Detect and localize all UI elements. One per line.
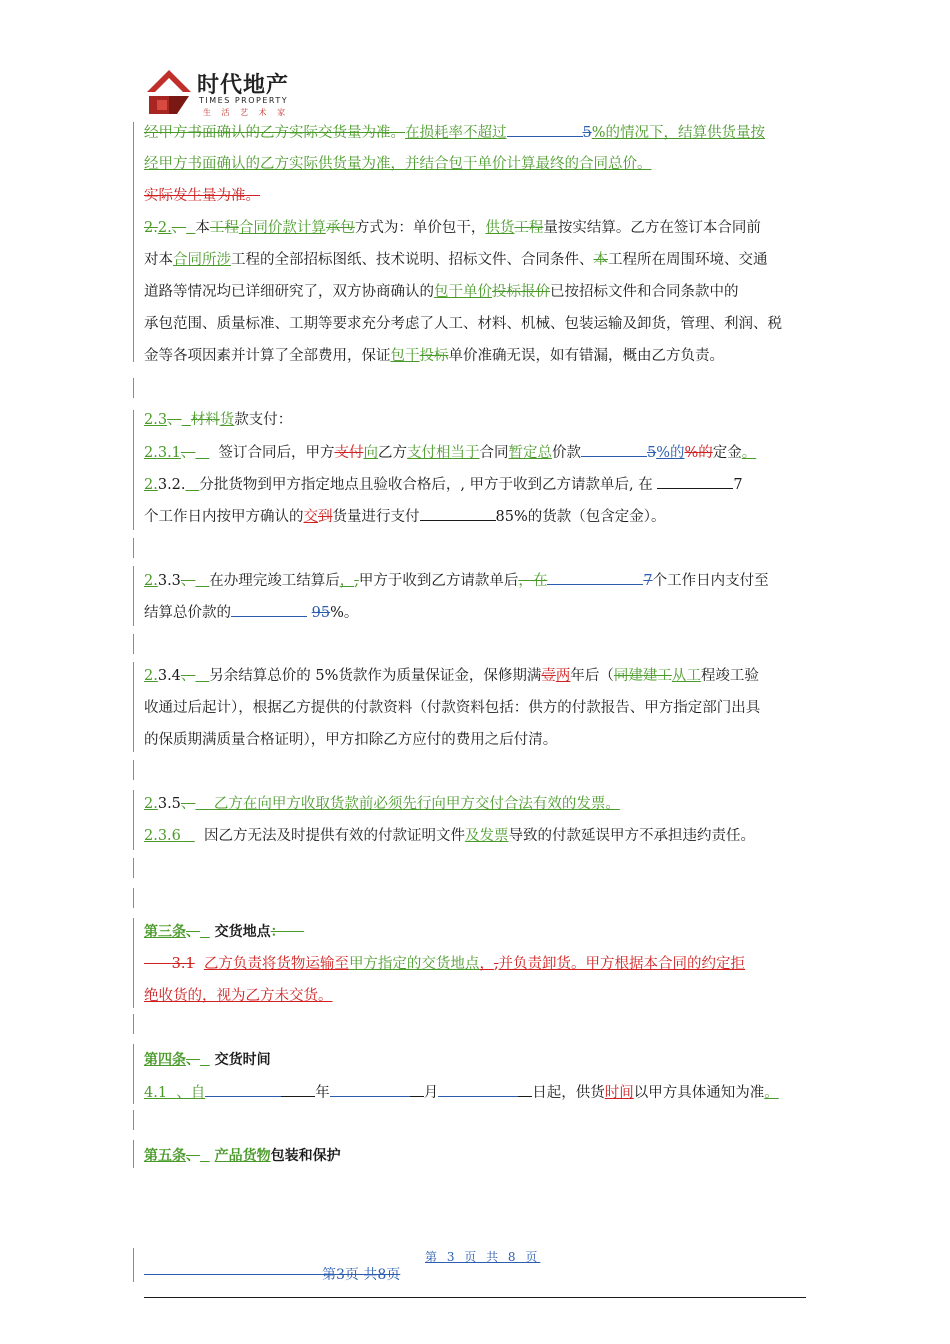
inserted-text: 在损耗率不超过 (405, 125, 507, 141)
deleted-text (144, 1267, 322, 1283)
blank-field (420, 506, 496, 521)
clause-number: 2.3.6 (144, 828, 181, 844)
change-bar (133, 662, 134, 752)
text: 已按招标文件和合同条款中的 (550, 284, 739, 300)
clause-3-1-line (144, 986, 808, 1006)
deleted-text: 、 (186, 1148, 200, 1164)
deleted-text: , (354, 573, 359, 589)
inserted-text: 时间 (604, 1085, 634, 1101)
text: 量按实结算。乙方在签订本合同前 (543, 220, 761, 236)
clause-2-3-line (144, 410, 808, 430)
deleted-text: ： (270, 924, 285, 940)
change-bar (133, 538, 134, 558)
text: 结算总价款的 (144, 605, 231, 621)
change-bar (133, 1014, 134, 1034)
deleted-text: 、 (180, 445, 196, 461)
inserted-text: ， (479, 956, 494, 972)
inserted-text (195, 573, 209, 589)
clause-2-3-4-line (144, 666, 808, 686)
clause-number: 3.2. (157, 477, 186, 493)
text: 款支付： (234, 412, 293, 428)
inserted-text: 包干单价 (434, 284, 492, 300)
clause-number: 3 (157, 412, 168, 428)
deleted-text: 的 (698, 445, 713, 461)
inserted-text (195, 796, 213, 812)
inserted-text: 合同所涉 (173, 252, 231, 268)
clause-2-3-2-line (144, 474, 808, 495)
deleted-text: 、 (186, 924, 200, 940)
text: 定金 (712, 445, 742, 461)
clause-number: 2. (144, 477, 158, 493)
clause-2-3-6-line (144, 826, 808, 846)
heading-text: 交货时间 (214, 1052, 271, 1068)
text: 因乙方无法及时提供有效的付款证明文件 (203, 828, 465, 844)
clause-3-1-line (144, 954, 808, 974)
deleted-text: 投标 (419, 348, 449, 364)
clause-number: 2. (144, 445, 158, 461)
inserted-text (181, 828, 195, 844)
text: 7 (733, 477, 743, 493)
deleted-text: 第3页 共8页 (322, 1267, 401, 1283)
inserted-text (200, 1148, 210, 1164)
text: 工程所在周围环境、交通 (608, 252, 768, 268)
text: 工程的全部招标图纸、技术说明、招标文件、合同条件、 (231, 252, 594, 268)
deleted-text: 材料 (190, 412, 220, 428)
page-number-deleted (144, 1264, 400, 1284)
inserted-text: 、自 (176, 1085, 206, 1101)
deleted-text: , (493, 956, 499, 972)
deleted-text: 、 (167, 412, 182, 428)
blank-field (410, 1082, 424, 1097)
text: 年后（ (570, 668, 614, 684)
blank-field (205, 1082, 281, 1097)
paragraph-line (144, 122, 808, 143)
blank-field (330, 1082, 410, 1097)
deleted-text: 承包 (325, 220, 355, 236)
deleted-text (285, 924, 305, 940)
deleted-text: 壹 (541, 668, 556, 684)
deleted-text: 同建建工 (613, 668, 672, 684)
text: 签订合同后，甲方 (218, 445, 335, 461)
inserted-text: ， (339, 573, 355, 589)
blank-field (657, 474, 733, 489)
text: 年 (315, 1085, 330, 1101)
text: 分批货物到甲方指定地点且验收合格后，, 甲方于收到乙方请款单后, 在 (199, 477, 653, 493)
text: 导致的付款延误甲方不承担违约责任。 (508, 828, 755, 844)
clause-4-1-line (144, 1082, 808, 1103)
deleted-text: 、 (180, 796, 196, 812)
change-bar (133, 1248, 134, 1282)
deleted-text (144, 956, 172, 972)
text: 程竣工验 (700, 668, 759, 684)
deleted-text: 5 (646, 445, 657, 461)
inserted-text (182, 412, 191, 428)
text: 的保质期满质量合格证明），甲方扣除乙方应付的费用之后付清。 (144, 732, 558, 748)
blank-field (507, 122, 583, 137)
deleted-text: ，在 (518, 573, 548, 589)
heading-text: 交货地点 (214, 924, 271, 940)
inserted-text (195, 445, 209, 461)
text: 乙方 (377, 445, 407, 461)
text: 85%的货款（包含定金）。 (495, 509, 666, 525)
inserted-text: 第三条 (144, 924, 186, 940)
inserted-text: 支付相当于 (406, 445, 480, 461)
clause-number: 3.3 (157, 573, 181, 589)
clause-2-3-2-line (144, 506, 808, 527)
inserted-text (186, 477, 200, 493)
text: 个工作日内支付至 (652, 573, 769, 589)
clause-number: 3.1 (157, 445, 181, 461)
deleted-text: 支付 (334, 445, 364, 461)
deleted-text: 工程 (209, 220, 239, 236)
clause-2-3-3-line (144, 602, 808, 623)
text: 月 (423, 1085, 439, 1101)
blank-field (231, 602, 307, 617)
deleted-text: 、 (180, 668, 196, 684)
change-bar (133, 790, 134, 850)
text: 收通过后起计），根据乙方提供的付款资料（付款资料包括：供方的付款报告、甲方指定部门出具 (144, 700, 761, 716)
text: 承包范围、质量标准、工期等要求充分考虑了人工、材料、机械、包装运输及卸货，管理、利润、税 (144, 316, 782, 332)
deleted-text: 、 (180, 573, 196, 589)
deleted-text: 实际发生量为准。 (144, 188, 260, 204)
text: 价款 (551, 445, 581, 461)
blank-field (581, 442, 647, 457)
deleted-text: 5 (582, 125, 592, 141)
deleted-text: 7 (643, 573, 653, 589)
text: 甲方于收到乙方请款单后 (358, 573, 519, 589)
blank-field (518, 1082, 532, 1097)
clause-number: 2. (144, 220, 158, 236)
clause-number: 2. (144, 412, 158, 428)
clause-2-3-3-line (144, 570, 808, 591)
text: 个工作日内按甲方确认的 (144, 509, 304, 525)
company-logo (143, 66, 323, 118)
clause-2-3-4-line (144, 698, 808, 718)
change-bar (133, 566, 134, 626)
text: 日起，供货 (532, 1085, 605, 1101)
change-bar (133, 858, 134, 878)
inserted-text: 第五条 (144, 1148, 186, 1164)
inserted-text: 暂定总 (508, 445, 552, 461)
text: 道路等情况均已详细研究了，双方协商确认的 (144, 284, 434, 300)
inserted-text: 绝收货的，视为乙方未交货。 (144, 988, 333, 1004)
clause-2-3-5-line (144, 794, 808, 814)
inserted-text: 。 (764, 1085, 779, 1101)
inserted-text (167, 1085, 176, 1101)
footer-divider (144, 1297, 806, 1298)
inserted-text: 两 (555, 668, 571, 684)
logo-mark-icon (143, 66, 195, 118)
inserted-text: 产品货物 (214, 1148, 271, 1164)
clause-2-2-line (144, 314, 808, 334)
inserted-text (200, 924, 210, 940)
text: 金等各项因素并计算了全部费用，保证 (144, 348, 391, 364)
article-4-heading (144, 1050, 808, 1070)
blank-field (438, 1082, 518, 1097)
heading-text: 包装和保护 (270, 1148, 341, 1164)
change-bar (133, 760, 134, 780)
inserted-text: 甲方指定的交货地点 (348, 956, 480, 972)
text: %。 (330, 605, 359, 621)
inserted-text: 向 (363, 445, 378, 461)
deleted-text: 本 (593, 252, 608, 268)
article-3-heading (144, 922, 808, 942)
inserted-text: 。 (741, 445, 757, 461)
text: 货量进行支付 (332, 509, 420, 525)
inserted-text: 从工 (671, 668, 701, 684)
clause-number: 2. (144, 573, 158, 589)
deleted-text: 到 (318, 509, 333, 525)
clause-2-2-line (144, 250, 808, 270)
clause-2-2-line (144, 346, 808, 366)
change-bar (133, 634, 134, 654)
text: 以甲方具体通知为准 (633, 1085, 765, 1101)
blank-field (547, 570, 643, 585)
clause-number: 2. (144, 668, 158, 684)
inserted-text: 供货 (485, 220, 515, 236)
inserted-text: 货 (219, 412, 235, 428)
clause-number: 3.4 (157, 668, 181, 684)
clause-number: 2. (144, 796, 158, 812)
inserted-text: %的 (656, 445, 685, 461)
paragraph-line (144, 154, 808, 174)
deleted-text: 95 (311, 605, 331, 621)
clause-2-3-4-line (144, 730, 808, 750)
deleted-text: 、 (171, 220, 187, 236)
inserted-text: 经甲方书面确认的乙方实际供货量为准，并结合包干单价计算最终的合同总价。 (144, 156, 652, 172)
text: 合同 (479, 445, 509, 461)
deleted-text: 投标报价 (492, 284, 550, 300)
text: 在办理完竣工结算后 (209, 573, 340, 589)
text: 方式为：单价包干， (354, 220, 486, 236)
inserted-text (195, 668, 209, 684)
inserted-text: 及发票 (464, 828, 509, 844)
blank-field (281, 1082, 315, 1097)
logo-name-cn: 时代地产 (197, 73, 290, 98)
text: 本 (195, 220, 210, 236)
inserted-text: 乙方负责将货物运输至 (203, 956, 349, 972)
clause-number: 2. (157, 220, 172, 236)
logo-name-en: TIMES PROPERTY (199, 96, 289, 105)
text: 单价准确无误，如有错漏，概由乙方负责。 (448, 348, 724, 364)
deleted-text: % (684, 445, 699, 461)
change-bar (133, 1140, 134, 1168)
change-bar (133, 1044, 134, 1104)
deleted-text: 工程 (514, 220, 544, 236)
change-bar (133, 378, 134, 398)
text: 另余结算总价的 5%货款作为质量保证金，保修期满 (209, 668, 542, 684)
inserted-text (200, 1052, 210, 1068)
deleted-text: 、 (186, 1052, 200, 1068)
change-bar (133, 918, 134, 1008)
paragraph-line (144, 186, 808, 206)
clause-2-2-line (144, 282, 808, 302)
article-5-heading (144, 1146, 808, 1166)
inserted-text: 交 (303, 509, 318, 525)
deleted-text: 经甲方书面确认的乙方实际交货量为准。 (144, 125, 405, 141)
clause-2-3-1-line (144, 442, 808, 463)
inserted-text: 包干 (390, 348, 420, 364)
clause-number: 4.1 (144, 1085, 168, 1101)
logo-slogan: 生 活 艺 术 家 (203, 108, 290, 117)
change-bar (133, 410, 134, 530)
text: 对本 (144, 252, 173, 268)
change-bar (133, 888, 134, 908)
inserted-text: 并负责卸货。甲方根据本合同的约定拒 (498, 956, 746, 972)
inserted-text: 乙方在向甲方收取货款前必须先行向甲方交付合法有效的发票。 (213, 796, 620, 812)
inserted-text: %的情况下，结算供货量按 (591, 125, 766, 141)
clause-number: 3.1 (171, 956, 195, 972)
inserted-text: 第四条 (144, 1052, 186, 1068)
clause-number: 3.5 (157, 796, 181, 812)
inserted-text: 合同价款计算 (238, 220, 326, 236)
change-bar (133, 1110, 134, 1130)
change-bar (133, 122, 134, 362)
clause-2-2-line (144, 218, 808, 238)
page-number: 第 3 页 共 8 页 (425, 1250, 541, 1264)
